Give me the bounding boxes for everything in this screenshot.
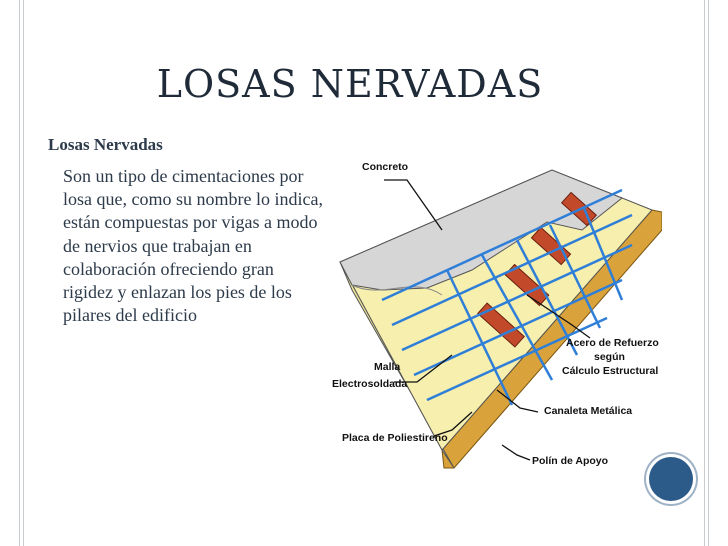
label-malla-2: Electrosoldada [332, 378, 408, 390]
label-malla-1: Malla [374, 361, 401, 373]
label-acero-2: según [594, 351, 625, 363]
slide-title: LOSAS NERVADAS [156, 62, 544, 106]
decorative-circle [649, 457, 693, 501]
label-polin: Polín de Apoyo [532, 455, 609, 467]
frame-line-right [708, 0, 709, 546]
frame-line-right-inner [704, 0, 705, 546]
leader-polin [502, 445, 530, 460]
frame-line-left [19, 0, 20, 546]
losa-nervada-diagram [322, 150, 662, 480]
slide-body-text: Son un tipo de cimentaciones por losa que, como su nombre lo indica, están compuestas por vigas a modo de nervios que trabajan en colaboración ofreciendo gran rigidez y enlazan los pies de los pilares del edificio [63, 166, 323, 326]
label-placa: Placa de Poliestireno [342, 432, 448, 444]
frame-line-left-inner [23, 0, 24, 546]
label-acero-1: Acero de Refuerzo [566, 337, 659, 349]
label-canaleta: Canaleta Metálica [544, 405, 633, 417]
slide-subtitle: Losas Nervadas [48, 135, 163, 154]
label-concreto: Concreto [362, 161, 409, 173]
label-acero-3: Cálculo Estructural [562, 365, 659, 377]
